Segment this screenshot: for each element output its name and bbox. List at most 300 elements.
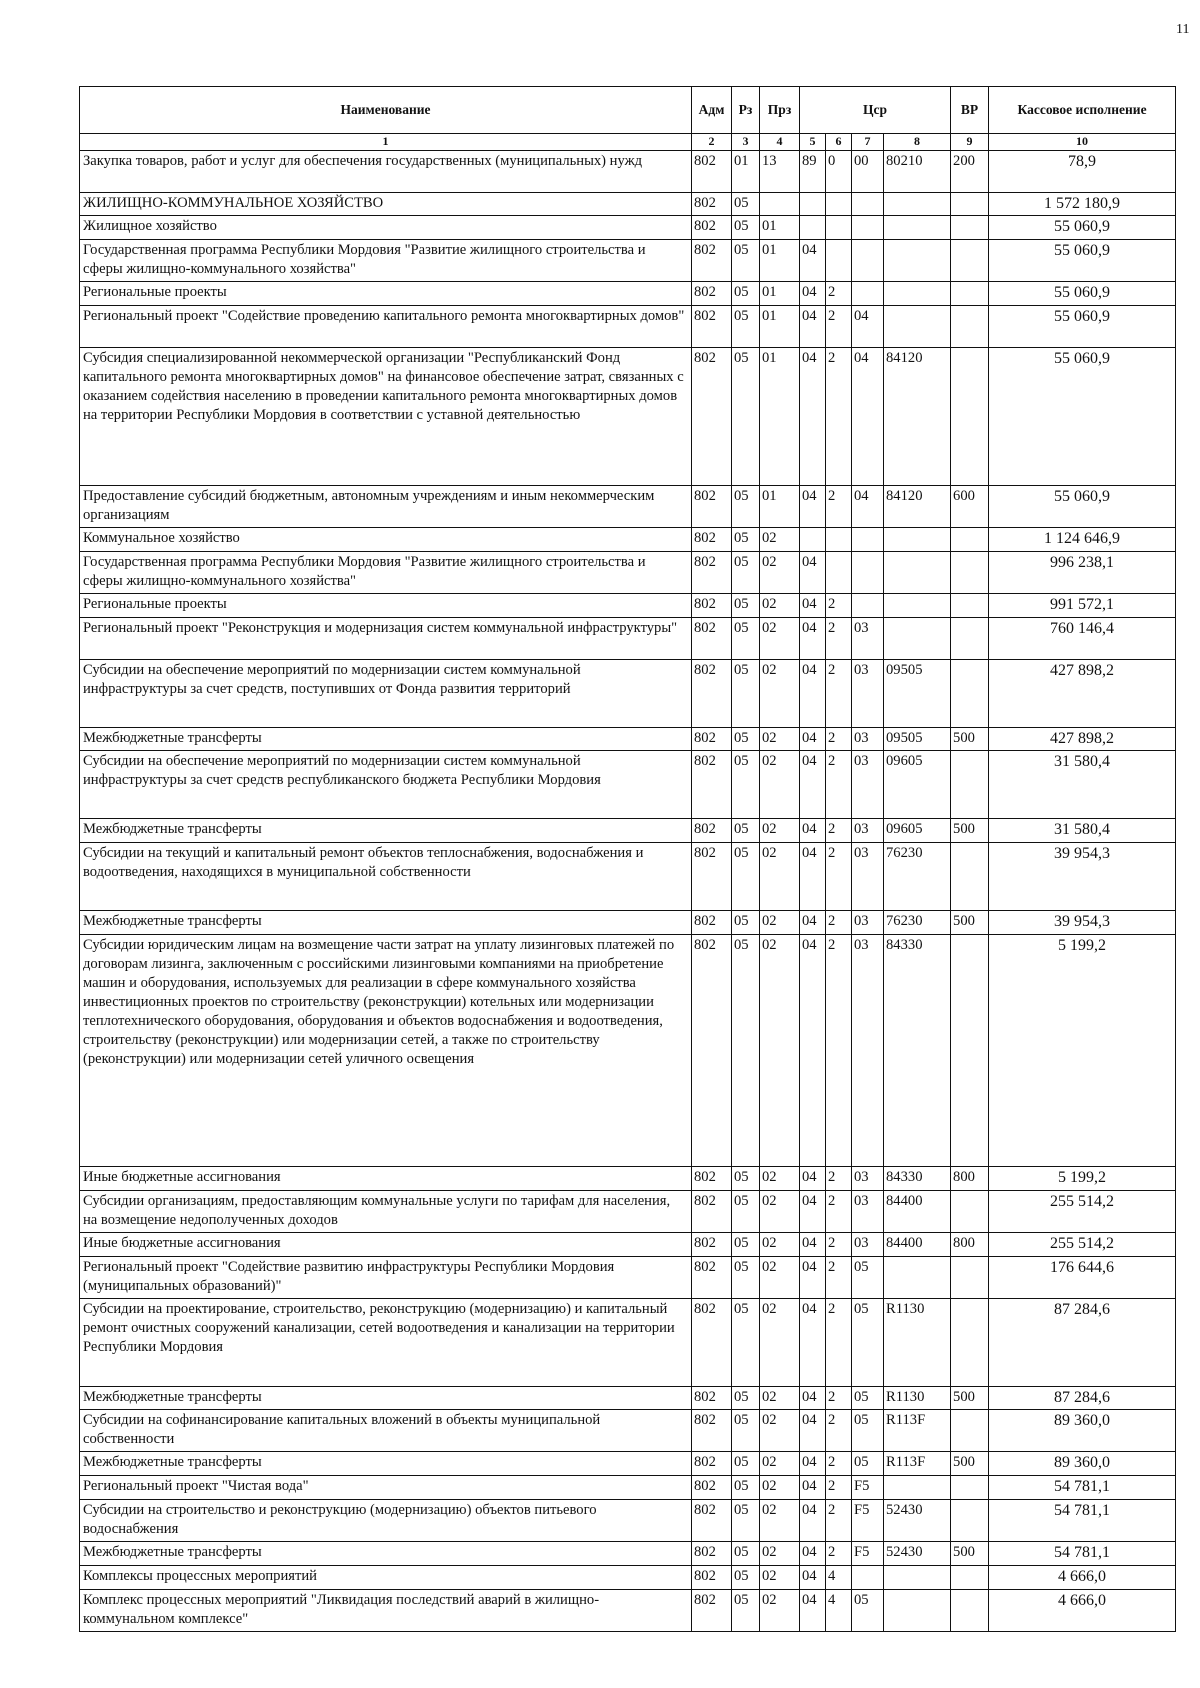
row-amount: 176 644,6	[989, 1256, 1176, 1298]
column-number: 8	[884, 134, 951, 151]
row-csr-program: 04	[800, 751, 826, 819]
row-amount: 54 781,1	[989, 1499, 1176, 1541]
header-rz: Рз	[732, 87, 760, 134]
row-csr-type: 2	[826, 347, 852, 485]
row-csr-direction	[884, 593, 951, 617]
row-prz: 01	[760, 485, 800, 527]
row-csr-project	[852, 527, 884, 551]
row-vr: 800	[951, 1232, 989, 1256]
row-csr-direction: 84400	[884, 1190, 951, 1232]
row-vr: 200	[951, 150, 989, 192]
row-name: Региональный проект "Реконструкция и модернизация систем коммунальной инфраструктуры"	[80, 617, 692, 659]
row-prz: 01	[760, 216, 800, 240]
table-row	[80, 282, 1176, 306]
table-row	[80, 727, 1176, 751]
table-body	[80, 150, 1176, 1631]
header-adm: Адм	[692, 87, 732, 134]
row-amount: 87 284,6	[989, 1298, 1176, 1386]
row-name: Субсидии на проектирование, строительство, реконструкцию (модернизацию) и капитальный ремонт очистных сооружений канализации, сетей водоотведения и канализации на территории Республики Мордовия	[80, 1298, 692, 1386]
row-adm: 802	[692, 843, 732, 911]
row-csr-type: 2	[826, 282, 852, 306]
row-prz: 01	[760, 240, 800, 282]
row-csr-type: 2	[826, 1232, 852, 1256]
table-row	[80, 216, 1176, 240]
row-csr-program: 04	[800, 1589, 826, 1631]
row-rz: 05	[732, 1190, 760, 1232]
row-csr-type: 0	[826, 150, 852, 192]
row-csr-project: 04	[852, 485, 884, 527]
row-csr-type: 4	[826, 1589, 852, 1631]
row-csr-program: 04	[800, 1166, 826, 1190]
header-vr: ВР	[951, 87, 989, 134]
row-prz: 02	[760, 1499, 800, 1541]
row-csr-program	[800, 527, 826, 551]
row-prz: 01	[760, 305, 800, 347]
row-vr	[951, 240, 989, 282]
row-csr-direction	[884, 1476, 951, 1500]
table-row	[80, 751, 1176, 819]
row-name: Комплексы процессных мероприятий	[80, 1565, 692, 1589]
row-name: Субсидии на софинансирование капитальных вложений в объекты муниципальной собственности	[80, 1410, 692, 1452]
row-rz: 05	[732, 1256, 760, 1298]
column-number: 4	[760, 134, 800, 151]
row-vr	[951, 934, 989, 1166]
row-rz: 05	[732, 527, 760, 551]
row-csr-direction	[884, 305, 951, 347]
row-csr-direction: 76230	[884, 911, 951, 935]
row-name: Предоставление субсидий бюджетным, автономным учреждениям и иным некоммерческим организациям	[80, 485, 692, 527]
row-rz: 05	[732, 282, 760, 306]
row-csr-project	[852, 1565, 884, 1589]
row-vr	[951, 1589, 989, 1631]
row-adm: 802	[692, 911, 732, 935]
row-adm: 802	[692, 1256, 732, 1298]
row-amount: 760 146,4	[989, 617, 1176, 659]
row-amount: 4 666,0	[989, 1589, 1176, 1631]
row-name: Коммунальное хозяйство	[80, 527, 692, 551]
row-rz: 05	[732, 1410, 760, 1452]
row-adm: 802	[692, 1476, 732, 1500]
row-amount: 5 199,2	[989, 1166, 1176, 1190]
row-rz: 05	[732, 551, 760, 593]
row-prz: 02	[760, 843, 800, 911]
row-csr-project	[852, 216, 884, 240]
row-prz: 02	[760, 1565, 800, 1589]
row-csr-type: 2	[826, 305, 852, 347]
row-csr-project	[852, 593, 884, 617]
row-rz: 01	[732, 150, 760, 192]
row-csr-program: 04	[800, 551, 826, 593]
row-name: Региональный проект "Содействие развитию инфраструктуры Республики Мордовия (муниципальных образований)"	[80, 1256, 692, 1298]
table-row	[80, 485, 1176, 527]
row-prz: 02	[760, 727, 800, 751]
row-amount: 39 954,3	[989, 911, 1176, 935]
row-vr	[951, 282, 989, 306]
row-adm: 802	[692, 240, 732, 282]
row-rz: 05	[732, 1565, 760, 1589]
row-prz: 02	[760, 617, 800, 659]
row-csr-direction: 52430	[884, 1541, 951, 1565]
row-rz: 05	[732, 1386, 760, 1410]
row-csr-direction	[884, 216, 951, 240]
row-name: Субсидии организациям, предоставляющим коммунальные услуги по тарифам для населения, на возмещение недополученных доходов	[80, 1190, 692, 1232]
row-adm: 802	[692, 347, 732, 485]
row-csr-type: 2	[826, 1386, 852, 1410]
row-csr-direction: 52430	[884, 1499, 951, 1541]
row-amount: 54 781,1	[989, 1541, 1176, 1565]
row-csr-program: 04	[800, 1232, 826, 1256]
row-rz: 05	[732, 934, 760, 1166]
row-vr: 500	[951, 1541, 989, 1565]
table-row	[80, 150, 1176, 192]
row-name: Субсидия специализированной некоммерческой организации "Республиканский Фонд капитального ремонта многоквартирных домов" на финансовое обеспечение затрат, связанных с оказанием содействия населению в проведении капитального ремонта многоквартирных домов на территории Республики Мордовия в соответствии с уставной деятельностью	[80, 347, 692, 485]
row-rz: 05	[732, 617, 760, 659]
row-csr-project: 03	[852, 751, 884, 819]
row-csr-type: 2	[826, 911, 852, 935]
row-vr: 500	[951, 1386, 989, 1410]
row-adm: 802	[692, 1410, 732, 1452]
row-csr-direction: 09505	[884, 727, 951, 751]
row-vr	[951, 659, 989, 727]
budget-execution-table	[79, 86, 1176, 1632]
row-adm: 802	[692, 1541, 732, 1565]
row-vr	[951, 617, 989, 659]
row-vr	[951, 551, 989, 593]
row-csr-type: 2	[826, 934, 852, 1166]
row-prz: 02	[760, 1476, 800, 1500]
table-row	[80, 1565, 1176, 1589]
row-name: Государственная программа Республики Мордовия "Развитие жилищного строительства и сферы жилищно-коммунального хозяйства"	[80, 551, 692, 593]
row-amount: 89 360,0	[989, 1452, 1176, 1476]
row-adm: 802	[692, 727, 732, 751]
row-csr-project: 05	[852, 1256, 884, 1298]
row-csr-project: 00	[852, 150, 884, 192]
row-csr-program: 04	[800, 1565, 826, 1589]
row-prz: 02	[760, 1256, 800, 1298]
row-rz: 05	[732, 1298, 760, 1386]
row-csr-project: 04	[852, 347, 884, 485]
row-vr	[951, 843, 989, 911]
row-adm: 802	[692, 617, 732, 659]
row-vr	[951, 593, 989, 617]
row-vr	[951, 1298, 989, 1386]
row-csr-program: 89	[800, 150, 826, 192]
row-prz: 02	[760, 1452, 800, 1476]
row-rz: 05	[732, 727, 760, 751]
header-row	[80, 87, 1176, 134]
row-amount: 55 060,9	[989, 485, 1176, 527]
row-csr-program	[800, 216, 826, 240]
row-csr-project: 03	[852, 1232, 884, 1256]
row-csr-direction	[884, 240, 951, 282]
table-row	[80, 911, 1176, 935]
row-adm: 802	[692, 934, 732, 1166]
row-prz: 02	[760, 934, 800, 1166]
row-csr-program: 04	[800, 593, 826, 617]
row-csr-program: 04	[800, 1256, 826, 1298]
row-vr: 600	[951, 485, 989, 527]
row-name: Жилищное хозяйство	[80, 216, 692, 240]
column-number: 6	[826, 134, 852, 151]
row-csr-direction: 84330	[884, 1166, 951, 1190]
page-number: 11	[1176, 22, 1190, 37]
row-vr	[951, 1565, 989, 1589]
row-vr	[951, 1410, 989, 1452]
row-csr-program: 04	[800, 1410, 826, 1452]
row-name: Субсидии юридическим лицам на возмещение части затрат на уплату лизинговых платежей по договорам лизинга, заключенным с российскими лизинговыми компаниями на приобретение машин и оборудования, используемых для реализации в сфере коммунального хозяйства инвестиционных проектов по строительству (реконструкции) котельных или модернизации теплотехнического оборудования, оборудования и объектов водоснабжения и водоотведения, строительству (реконструкции) или модернизации сетей, а также по строительству (реконструкции) или модернизации сетей уличного освещения	[80, 934, 692, 1166]
row-csr-project: 03	[852, 843, 884, 911]
row-csr-project: 03	[852, 1190, 884, 1232]
row-csr-project: 03	[852, 819, 884, 843]
row-name: Межбюджетные трансферты	[80, 1386, 692, 1410]
table-row	[80, 1298, 1176, 1386]
row-name: Иные бюджетные ассигнования	[80, 1166, 692, 1190]
row-csr-program: 04	[800, 659, 826, 727]
row-csr-program: 04	[800, 843, 826, 911]
row-rz: 05	[732, 751, 760, 819]
row-name: Межбюджетные трансферты	[80, 1541, 692, 1565]
row-csr-direction: 84330	[884, 934, 951, 1166]
row-amount: 1 124 646,9	[989, 527, 1176, 551]
table-row	[80, 1190, 1176, 1232]
row-name: Межбюджетные трансферты	[80, 727, 692, 751]
row-csr-program: 04	[800, 617, 826, 659]
row-csr-program: 04	[800, 819, 826, 843]
row-adm: 802	[692, 1565, 732, 1589]
table-row	[80, 843, 1176, 911]
row-adm: 802	[692, 1232, 732, 1256]
row-csr-program: 04	[800, 282, 826, 306]
row-name: Региональные проекты	[80, 282, 692, 306]
table-row	[80, 934, 1176, 1166]
row-csr-type: 2	[826, 1298, 852, 1386]
row-name: Межбюджетные трансферты	[80, 911, 692, 935]
row-csr-program: 04	[800, 1476, 826, 1500]
row-csr-type: 2	[826, 1410, 852, 1452]
row-csr-direction: 80210	[884, 150, 951, 192]
row-name: Региональный проект "Чистая вода"	[80, 1476, 692, 1500]
row-csr-type: 2	[826, 1256, 852, 1298]
row-csr-project: 03	[852, 934, 884, 1166]
row-rz: 05	[732, 1232, 760, 1256]
row-csr-type: 2	[826, 593, 852, 617]
row-prz: 01	[760, 282, 800, 306]
row-name: Закупка товаров, работ и услуг для обеспечения государственных (муниципальных) нужд	[80, 150, 692, 192]
column-number: 3	[732, 134, 760, 151]
header-amount: Кассовое исполнение	[989, 87, 1176, 134]
row-vr	[951, 216, 989, 240]
row-rz: 05	[732, 1541, 760, 1565]
row-csr-program: 04	[800, 911, 826, 935]
row-csr-project: 03	[852, 911, 884, 935]
row-csr-direction: R1130	[884, 1386, 951, 1410]
row-vr	[951, 1476, 989, 1500]
row-adm: 802	[692, 216, 732, 240]
row-csr-direction	[884, 282, 951, 306]
row-csr-type: 2	[826, 1452, 852, 1476]
table-row	[80, 1589, 1176, 1631]
row-vr: 500	[951, 1452, 989, 1476]
row-rz: 05	[732, 1499, 760, 1541]
row-adm: 802	[692, 192, 732, 216]
row-prz: 02	[760, 911, 800, 935]
row-csr-project: 03	[852, 1166, 884, 1190]
row-adm: 802	[692, 1298, 732, 1386]
row-csr-type	[826, 192, 852, 216]
row-csr-project: F5	[852, 1476, 884, 1500]
row-csr-type	[826, 216, 852, 240]
row-amount: 89 360,0	[989, 1410, 1176, 1452]
table-row	[80, 593, 1176, 617]
row-rz: 05	[732, 216, 760, 240]
row-csr-project	[852, 282, 884, 306]
row-vr	[951, 1190, 989, 1232]
row-prz: 02	[760, 1541, 800, 1565]
table-row	[80, 240, 1176, 282]
table-row	[80, 1541, 1176, 1565]
row-csr-program: 04	[800, 1298, 826, 1386]
row-name: ЖИЛИЩНО-КОММУНАЛЬНОЕ ХОЗЯЙСТВО	[80, 192, 692, 216]
table-row	[80, 192, 1176, 216]
row-csr-project: 05	[852, 1452, 884, 1476]
row-csr-direction	[884, 1589, 951, 1631]
row-amount: 31 580,4	[989, 751, 1176, 819]
row-csr-program: 04	[800, 1190, 826, 1232]
row-rz: 05	[732, 347, 760, 485]
row-csr-project: F5	[852, 1541, 884, 1565]
row-csr-direction	[884, 551, 951, 593]
row-csr-program: 04	[800, 727, 826, 751]
row-rz: 05	[732, 593, 760, 617]
row-vr: 800	[951, 1166, 989, 1190]
row-adm: 802	[692, 1452, 732, 1476]
row-name: Субсидии на текущий и капитальный ремонт объектов теплоснабжения, водоснабжения и водоотведения, находящихся в муниципальной собственности	[80, 843, 692, 911]
row-csr-type: 2	[826, 617, 852, 659]
row-adm: 802	[692, 527, 732, 551]
row-prz: 02	[760, 1166, 800, 1190]
row-prz: 02	[760, 1298, 800, 1386]
row-csr-project: 05	[852, 1386, 884, 1410]
row-csr-direction: 09505	[884, 659, 951, 727]
row-prz: 02	[760, 751, 800, 819]
table-row	[80, 1499, 1176, 1541]
table-row	[80, 305, 1176, 347]
row-csr-project: 03	[852, 617, 884, 659]
row-adm: 802	[692, 551, 732, 593]
row-amount: 5 199,2	[989, 934, 1176, 1166]
row-csr-program: 04	[800, 1499, 826, 1541]
table-row	[80, 617, 1176, 659]
row-amount: 55 060,9	[989, 240, 1176, 282]
row-csr-direction	[884, 527, 951, 551]
row-vr	[951, 527, 989, 551]
row-prz: 13	[760, 150, 800, 192]
row-csr-program: 04	[800, 347, 826, 485]
column-number-row	[80, 134, 1176, 151]
row-name: Субсидии на строительство и реконструкцию (модернизацию) объектов питьевого водоснабжения	[80, 1499, 692, 1541]
row-amount: 427 898,2	[989, 659, 1176, 727]
row-prz: 02	[760, 1410, 800, 1452]
row-csr-type	[826, 551, 852, 593]
row-prz: 02	[760, 659, 800, 727]
row-rz: 05	[732, 1476, 760, 1500]
row-csr-direction: 84120	[884, 485, 951, 527]
row-csr-direction: 84120	[884, 347, 951, 485]
row-adm: 802	[692, 1166, 732, 1190]
row-amount: 78,9	[989, 150, 1176, 192]
row-csr-type: 2	[826, 1166, 852, 1190]
row-csr-type: 2	[826, 843, 852, 911]
row-vr	[951, 1499, 989, 1541]
table-row	[80, 819, 1176, 843]
row-amount: 55 060,9	[989, 282, 1176, 306]
row-amount: 427 898,2	[989, 727, 1176, 751]
row-prz: 02	[760, 819, 800, 843]
row-amount: 55 060,9	[989, 347, 1176, 485]
row-csr-type: 2	[826, 1499, 852, 1541]
column-number: 5	[800, 134, 826, 151]
row-csr-program: 04	[800, 240, 826, 282]
row-rz: 05	[732, 843, 760, 911]
row-csr-direction	[884, 192, 951, 216]
row-rz: 05	[732, 192, 760, 216]
row-csr-type: 2	[826, 1476, 852, 1500]
row-csr-type: 2	[826, 751, 852, 819]
column-number: 9	[951, 134, 989, 151]
row-adm: 802	[692, 282, 732, 306]
column-number: 1	[80, 134, 692, 151]
row-csr-type	[826, 527, 852, 551]
row-rz: 05	[732, 911, 760, 935]
table-row	[80, 1166, 1176, 1190]
row-csr-program: 04	[800, 305, 826, 347]
row-rz: 05	[732, 1452, 760, 1476]
table-row	[80, 1410, 1176, 1452]
row-prz: 02	[760, 1232, 800, 1256]
row-amount: 31 580,4	[989, 819, 1176, 843]
row-adm: 802	[692, 1499, 732, 1541]
header-name: Наименование	[80, 87, 692, 134]
row-csr-program: 04	[800, 485, 826, 527]
row-adm: 802	[692, 659, 732, 727]
row-csr-program: 04	[800, 934, 826, 1166]
row-csr-type	[826, 240, 852, 282]
row-csr-project: 03	[852, 727, 884, 751]
header-prz: Прз	[760, 87, 800, 134]
row-vr: 500	[951, 819, 989, 843]
row-rz: 05	[732, 659, 760, 727]
row-adm: 802	[692, 1589, 732, 1631]
row-name: Межбюджетные трансферты	[80, 819, 692, 843]
table-row	[80, 347, 1176, 485]
row-name: Субсидии на обеспечение мероприятий по модернизации систем коммунальной инфраструктуры за счет средств, поступивших от Фонда развития территорий	[80, 659, 692, 727]
row-prz: 02	[760, 1386, 800, 1410]
row-adm: 802	[692, 150, 732, 192]
row-csr-direction	[884, 617, 951, 659]
table-row	[80, 659, 1176, 727]
row-amount: 255 514,2	[989, 1190, 1176, 1232]
row-name: Государственная программа Республики Мордовия "Развитие жилищного строительства и сферы жилищно-коммунального хозяйства"	[80, 240, 692, 282]
row-csr-project: 05	[852, 1298, 884, 1386]
row-adm: 802	[692, 819, 732, 843]
row-adm: 802	[692, 751, 732, 819]
row-csr-project: 05	[852, 1410, 884, 1452]
row-csr-type: 2	[826, 727, 852, 751]
row-csr-direction: 84400	[884, 1232, 951, 1256]
table-row	[80, 1476, 1176, 1500]
row-csr-direction: R113F	[884, 1410, 951, 1452]
row-vr	[951, 305, 989, 347]
